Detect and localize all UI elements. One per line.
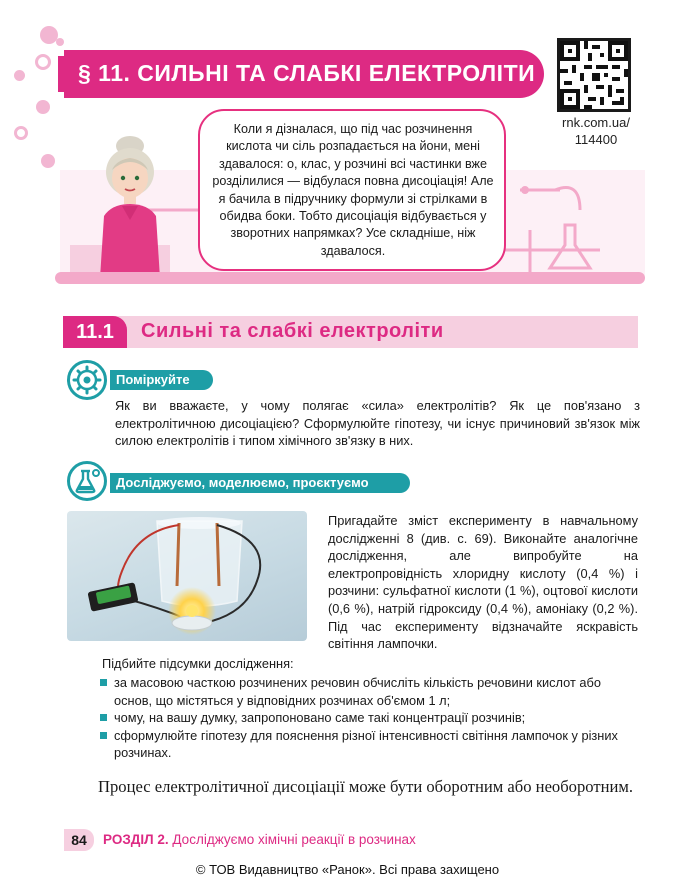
- research-label: [110, 473, 400, 493]
- think-label: [110, 370, 203, 390]
- section-title: Сильні та слабкі електроліти: [141, 320, 444, 342]
- chapter-label: РОЗДІЛ 2.: [103, 832, 169, 847]
- closing-paragraph: Процес електролітичної дисоціації може бути оборотним або необоротним.: [98, 777, 634, 796]
- bench-bar: [55, 272, 645, 284]
- decor-circle: [56, 38, 64, 46]
- think-label-text: Поміркуйте: [116, 372, 190, 387]
- summary-list: [100, 674, 640, 762]
- qr-link-text[interactable]: rnk.com.ua/ 114400: [562, 115, 630, 147]
- qr-code[interactable]: [557, 38, 631, 112]
- page-number: 84: [64, 829, 94, 851]
- title-bar: [64, 50, 544, 98]
- decor-circle: [14, 70, 25, 81]
- bullet-square-icon: [100, 679, 107, 686]
- list-item: [100, 709, 640, 727]
- speech-bubble: [198, 109, 506, 271]
- research-paragraph: Пригадайте зміст експерименту в навчальному дослідженні 8 (див. с. 69). Виконайте аналогічне дослідження, але випробуйте на електропровідність хлоридну кислоту (0,4 %) і розчини: сульфатної кислоти (1 %), оцтової кислоти (0,6 %), натрій гідроксиду (0,4 %), амоніаку (0,2 %). Під час експерименту відзначайте яскравість світіння лампочки.: [328, 513, 638, 652]
- chapter-footer: [103, 832, 416, 847]
- flask-icon: [67, 461, 107, 501]
- decor-ring: [35, 54, 51, 70]
- list-item: [100, 674, 640, 709]
- experiment-photo: [67, 511, 307, 641]
- page-title: § 11. СИЛЬНІ ТА СЛАБКІ ЕЛЕКТРОЛІТИ: [78, 60, 536, 86]
- copyright-text: © ТОВ Видавництво «Ранок». Всі права захищено: [195, 862, 500, 877]
- summary-intro: Підбийте підсумки дослідження:: [102, 656, 294, 671]
- decor-circle: [36, 100, 50, 114]
- list-item-text: за масовою часткою розчинених речовин обчисліть кількість речовини кислот або основ, що містяться у відповідних розчинах об'ємом 1 л;: [114, 675, 601, 708]
- decor-ring: [14, 126, 28, 140]
- chapter-title: Досліджуємо хімічні реакції в розчинах: [168, 832, 416, 847]
- girl-character: [82, 128, 182, 278]
- bullet-square-icon: [100, 732, 107, 739]
- gear-head-icon: [67, 360, 107, 400]
- list-item-text: сформулюйте гіпотезу для пояснення різної інтенсивності світіння лампочок у різних розчинах.: [114, 727, 618, 761]
- list-item: [100, 727, 640, 762]
- speech-text: Коли я дізналася, що під час розчинення кислота чи сіль розпадається на йони, мені здавалося: о, клас, у розчині всі частинки вже розділилися — відбулася повна дисоціація! Але я бачила в підручнику формули зі стрілками в обидва боки. Тобто дисоціація відбувається у зворотних напрямках? Усе складніше, ніж здавалося.: [212, 122, 494, 258]
- decor-circle: [41, 154, 55, 168]
- list-item-text: чому, на вашу думку, запропоновано саме такі концентрації розчинів;: [114, 710, 526, 726]
- think-paragraph: Як ви вважаєте, у чому полягає «сила» електролітів? Як це пов'язано з електролітичною дисоціацією? Сформулюйте гіпотезу, чи існує причиновий зв'язок між силою електролітів і типом хімічного зв'язку в них.: [115, 398, 640, 449]
- bullet-square-icon: [100, 714, 107, 721]
- section-number: 11.1: [63, 316, 127, 348]
- research-label-text: Досліджуємо, моделюємо, проєктуємо: [116, 475, 369, 490]
